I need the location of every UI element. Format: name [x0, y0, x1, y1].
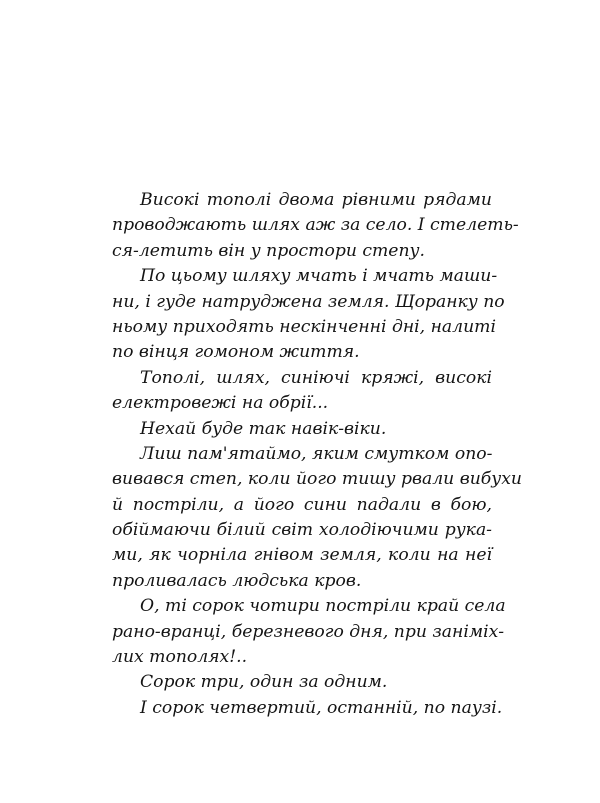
text-line: Лиш пам'ятаймо, яким смутком опо-: [140, 443, 493, 464]
text-line: Високі тополі двома рівними рядами: [140, 190, 492, 210]
text-line: По цьому шляху мчать і мчать маши-: [140, 266, 498, 287]
text-line: Нехай буде так навік-віки.: [140, 418, 387, 439]
text-line: ньому приходять нескінченні дні, налиті: [112, 316, 496, 337]
text-line: ми, як чорніла гнівом земля, коли на неї: [112, 545, 492, 566]
text-line: ни, і гуде натруджена земля. Щоранку по: [112, 291, 505, 312]
text-line: вивався степ, коли його тишу рвали вибухи: [112, 469, 522, 490]
text-line: лих тополях!..: [112, 647, 248, 668]
text-line: по вінця гомоном життя.: [112, 342, 360, 363]
text-line: проливалась людська кров.: [112, 570, 362, 591]
text-line: Сорок три, один за одним.: [140, 672, 388, 693]
text-line: рано-вранці, березневого дня, при заніміх-: [112, 621, 505, 642]
text-line: ся-летить він у простори степу.: [112, 240, 425, 261]
text-line: й постріли, а його сини падали в бою,: [112, 494, 492, 515]
text-line: проводжають шлях аж за село. І стелеть-: [112, 215, 519, 236]
text-body: [112, 188, 522, 721]
text-line: Тополі, шлях, синіючі кряжі, високі: [140, 367, 492, 388]
text-line: О, ті сорок чотири постріли край села: [140, 596, 506, 617]
text-line: І сорок четвертий, останній, по паузі.: [140, 697, 503, 718]
text-line: електровежі на обрії...: [112, 393, 329, 414]
text-line: обіймаючи білий світ холодіючими рука-: [112, 520, 492, 541]
